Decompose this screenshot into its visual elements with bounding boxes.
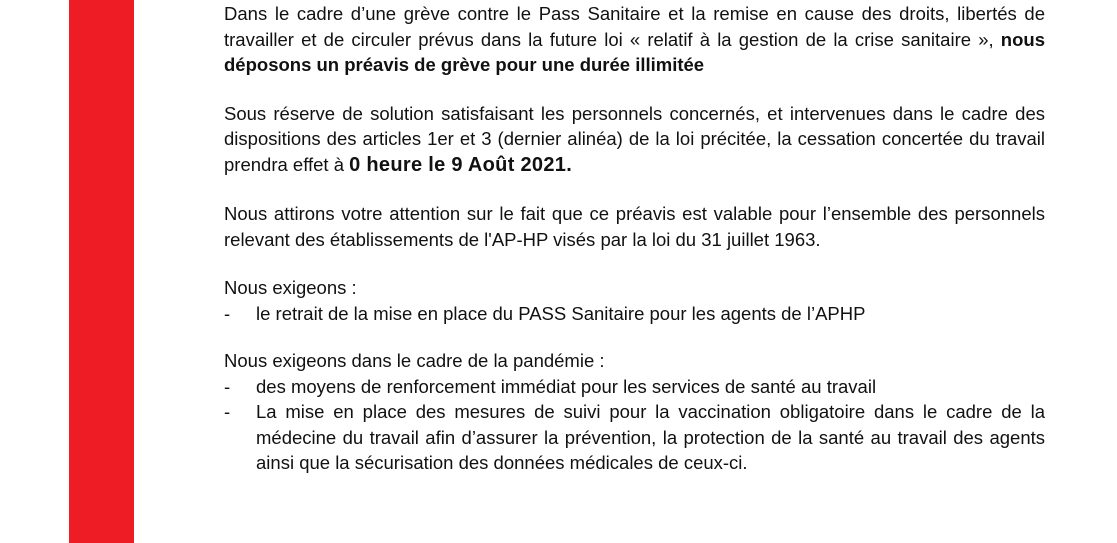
bullet-dash: - <box>224 302 231 324</box>
demand-item <box>224 301 1045 327</box>
paragraph-scope: Nous attirons votre attention sur le fait que ce préavis est valable pour l’ensemble des personnels relevant des établissements de l'AP-HP visés par la loi du 31 juillet 1963. <box>224 203 1045 250</box>
strike-notice-emphasis: nous déposons un préavis de grève pour une durée illimitée <box>224 28 1045 75</box>
paragraph-strike-notice-text: Dans le cadre d’une grève contre le Pass Sanitaire et la remise en cause des droits, libertés de travailler et de circuler prévus dans la future loi « relatif à la gestion de la crise sanitaire », <box>224 3 1045 50</box>
pandemic-demand-item <box>224 374 1045 400</box>
paragraph-strike-start-text: Sous réserve de solution satisfaisant les personnels concernés, et intervenues dans le cadre des dispositions des articles 1er et 3 (dernier alinéa) de la loi précitée, la cessation concertée du travail prendra effet à <box>224 102 1045 175</box>
pandemic-demand-item <box>224 399 1045 476</box>
letter-body <box>224 0 1045 476</box>
red-margin-bar <box>69 0 134 543</box>
bullet-dash: - <box>224 401 231 422</box>
paragraph-strike-notice <box>224 1 1045 78</box>
pandemic-demand-item-text: des moyens de renforcement immédiat pour les services de santé au travail <box>256 375 877 397</box>
demands-intro: Nous exigeons : <box>224 277 357 298</box>
strike-start-date: 0 heure le 9 Août 2021. <box>349 153 573 176</box>
paragraph-strike-start <box>224 101 1045 179</box>
pandemic-demands-intro: Nous exigeons dans le cadre de la pandémie : <box>224 350 605 371</box>
pandemic-demand-item-text: La mise en place des mesures de suivi pour la vaccination obligatoire dans le cadre de la médecine du travail afin d’assurer la prévention, la protection de la santé au travail des agents ainsi que la sécurisation des données médicales de ceux-ci. <box>256 401 1045 473</box>
bullet-dash: - <box>224 375 231 397</box>
demand-item-text: le retrait de la mise en place du PASS Sanitaire pour les agents de l’APHP <box>256 302 866 324</box>
